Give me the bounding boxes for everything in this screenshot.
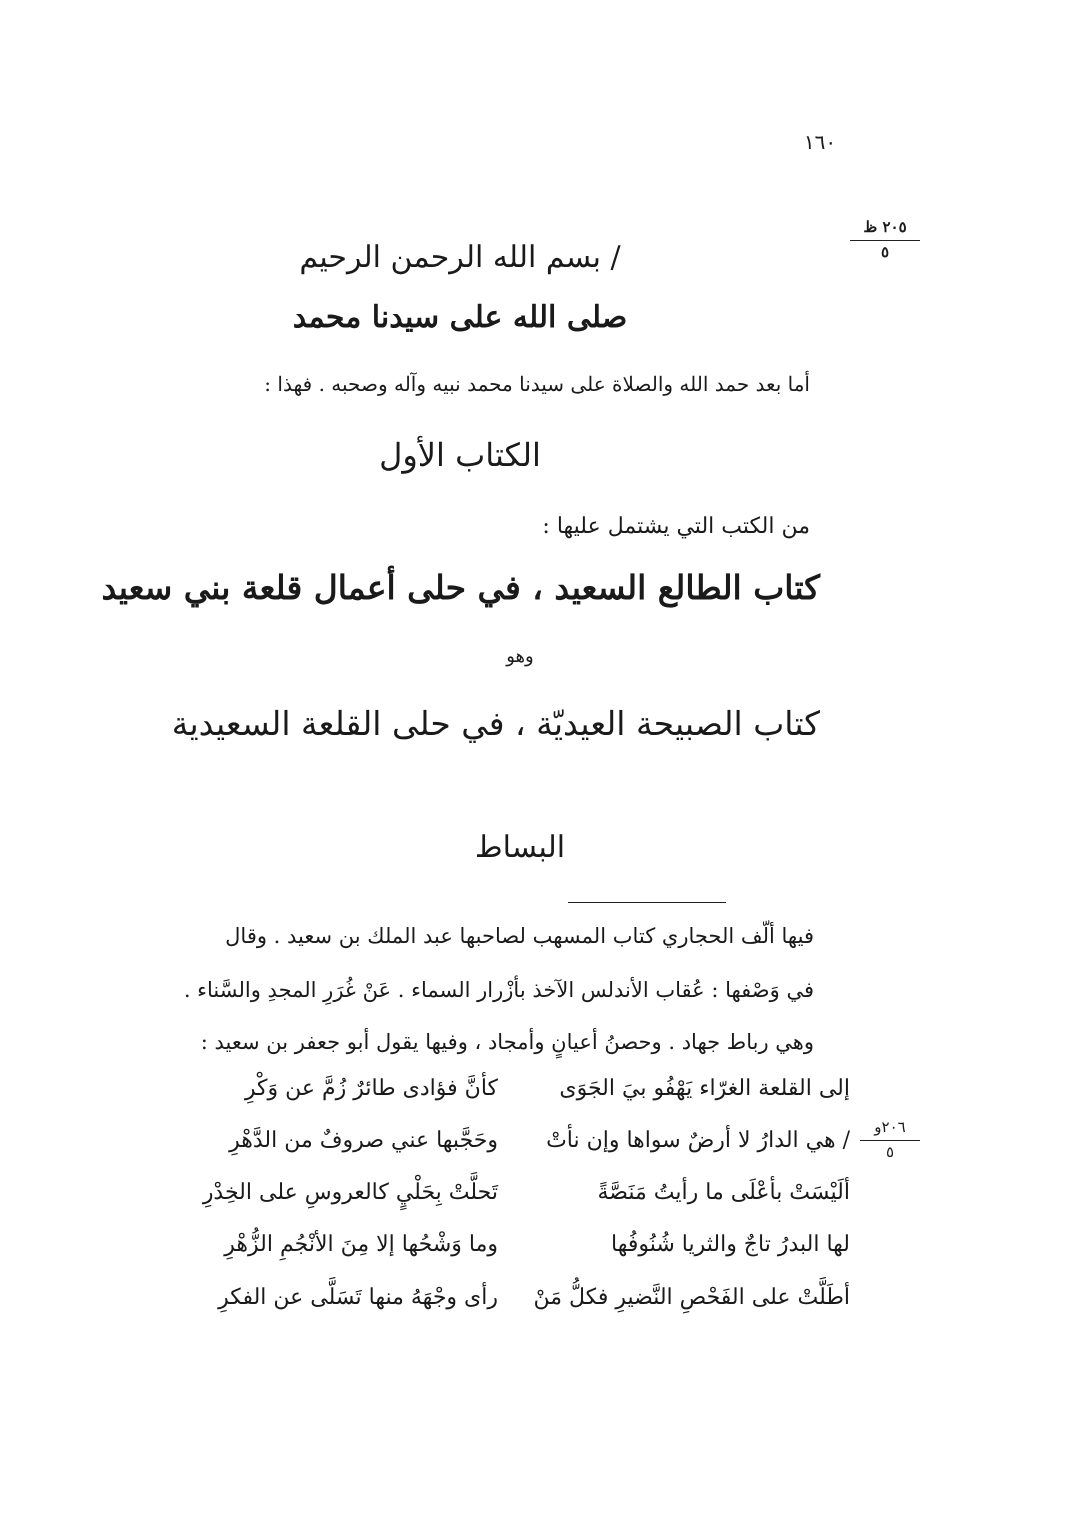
verse-first-hemistich: أطَلَّتْ على الفَحْصِ النَّضيرِ فكلُّ مَنْ <box>533 1285 850 1310</box>
margin-folio-label: ٢٠٥ ظ <box>850 218 920 241</box>
page-number: ١٦٠ <box>803 130 837 154</box>
book-title-1: كتاب الطالع السعيد ، في حلى أعمال قلعة بني سعيد <box>101 568 820 607</box>
book-title-2: كتاب الصبيحة العيديّة ، في حلى القلعة السعيدية <box>171 704 820 743</box>
included-books-line: من الكتب التي يشتمل عليها : <box>542 514 810 539</box>
verse-second-hemistich: وما وَشْحُها إلا مِنَ الأنْجُمِ الزُّهْرِ <box>224 1232 498 1257</box>
verse-first-hemistich: / هي الدارُ لا أرضٌ سواها وإن نأتْ <box>546 1128 850 1153</box>
intro-line: أما بعد حمد الله والصلاة على سيدنا محمد نبيه وآله وصحبه . فهذا : <box>264 372 810 396</box>
salat-heading: صلى الله على سيدنا محمد <box>292 300 628 335</box>
book-heading: الكتاب الأول <box>379 436 541 474</box>
paragraph-line: في وَصْفها : عُقاب الأندلس الآخذ بأزْرار السماء . عَنْ غُرَرِ المجدِ والسَّناء . <box>183 978 814 1002</box>
verse-second-hemistich: رأى وجْهَهُ منها تَسَلَّى عن الفكرِ <box>218 1285 498 1310</box>
connector-word: وهو <box>506 646 534 667</box>
verse-second-hemistich: وحَجَّبها عني صروفٌ من الدَّهْرِ <box>229 1128 498 1153</box>
paragraph-line: فيها ألّف الحجاري كتاب المسهب لصاحبها عبد الملك بن سعيد . وقال <box>225 924 814 948</box>
verse-first-hemistich: لها البدرُ تاجٌ والثريا شُنُوفُها <box>610 1232 850 1257</box>
margin-folio-mark: ٥ <box>880 243 890 261</box>
verse-second-hemistich: تَحلَّتْ بِحَلْيٍ كالعروسِ على الخِدْرِ <box>202 1180 498 1205</box>
margin-folio-note-top <box>850 218 920 261</box>
margin-folio-label: ٢٠٦و <box>860 1118 920 1141</box>
section-heading: البساط <box>474 830 566 865</box>
margin-folio-mark: ٥ <box>885 1143 895 1161</box>
paragraph-line: وهي رباط جهاد . وحصنُ أعيانٍ وأمجاد ، وفيها يقول أبو جعفر بن سعيد : <box>200 1030 814 1054</box>
verse-second-hemistich: كأنَّ فؤادى طائرٌ زُمَّ عن وَكْرِ <box>244 1076 498 1101</box>
verse-first-hemistich: إلى القلعة الغرّاء يَهْفُو بيَ الجَوَى <box>559 1076 850 1101</box>
section-divider <box>568 902 726 903</box>
basmala-heading: / بسم الله الرحمن الرحيم <box>299 240 621 275</box>
verse-first-hemistich: ألَيْسَتْ بأعْلَى ما رأيتُ مَنَصَّةً <box>597 1180 850 1205</box>
margin-folio-note-mid <box>860 1118 920 1161</box>
